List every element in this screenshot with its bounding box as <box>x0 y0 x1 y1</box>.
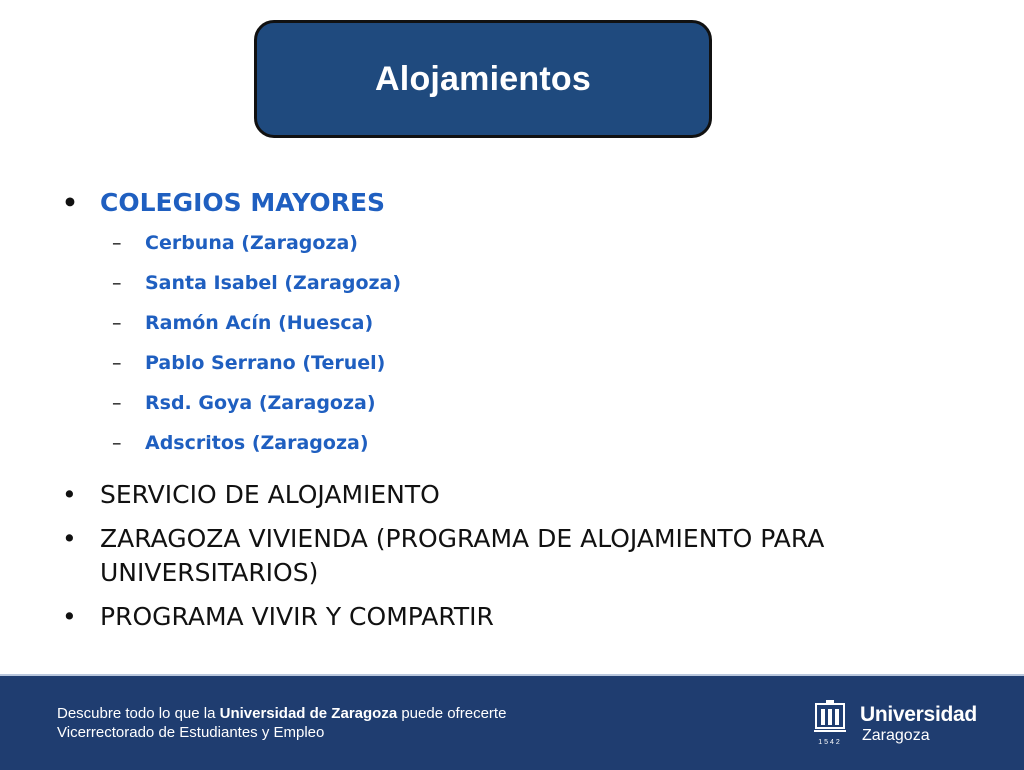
logo-year: 1542 <box>818 739 842 746</box>
title-box <box>254 20 712 138</box>
sub-item: – Rsd. Goya (Zaragoza) <box>60 390 960 416</box>
sub-item: – Santa Isabel (Zaragoza) <box>60 270 960 296</box>
sub-item: – Pablo Serrano (Teruel) <box>60 350 960 376</box>
slide-title: Alojamientos <box>375 59 591 98</box>
university-name: Universidad de Zaragoza <box>219 705 398 722</box>
footer-text <box>57 704 506 742</box>
footer-line-1: Descubre todo lo que la Universidad de Zaragoza puede ofrecerte <box>57 705 507 722</box>
logo-name: Universidad <box>860 703 977 726</box>
logo-city: Zaragoza <box>862 727 930 744</box>
sub-item: – Adscritos (Zaragoza) <box>60 430 960 456</box>
bullet-servicio-alojamiento: • SERVICIO DE ALOJAMIENTO <box>60 478 960 512</box>
sub-item: – Cerbuna (Zaragoza) <box>60 230 960 256</box>
bullet-programa-vivir: • PROGRAMA VIVIR Y COMPARTIR <box>60 600 960 634</box>
bullet-colegios-mayores: • COLEGIOS MAYORES <box>60 186 960 220</box>
university-tower-icon <box>812 700 848 754</box>
footer-line-2: Vicerrectorado de Estudiantes y Empleo <box>57 724 325 741</box>
university-logo <box>812 700 992 756</box>
slide-content <box>60 186 960 634</box>
sub-item: – Ramón Acín (Huesca) <box>60 310 960 336</box>
footer-bar <box>0 674 1024 770</box>
bullet-zaragoza-vivienda: • ZARAGOZA VIVIENDA (PROGRAMA DE ALOJAMIENTO PARA UNIVERSITARIOS) <box>60 522 960 590</box>
